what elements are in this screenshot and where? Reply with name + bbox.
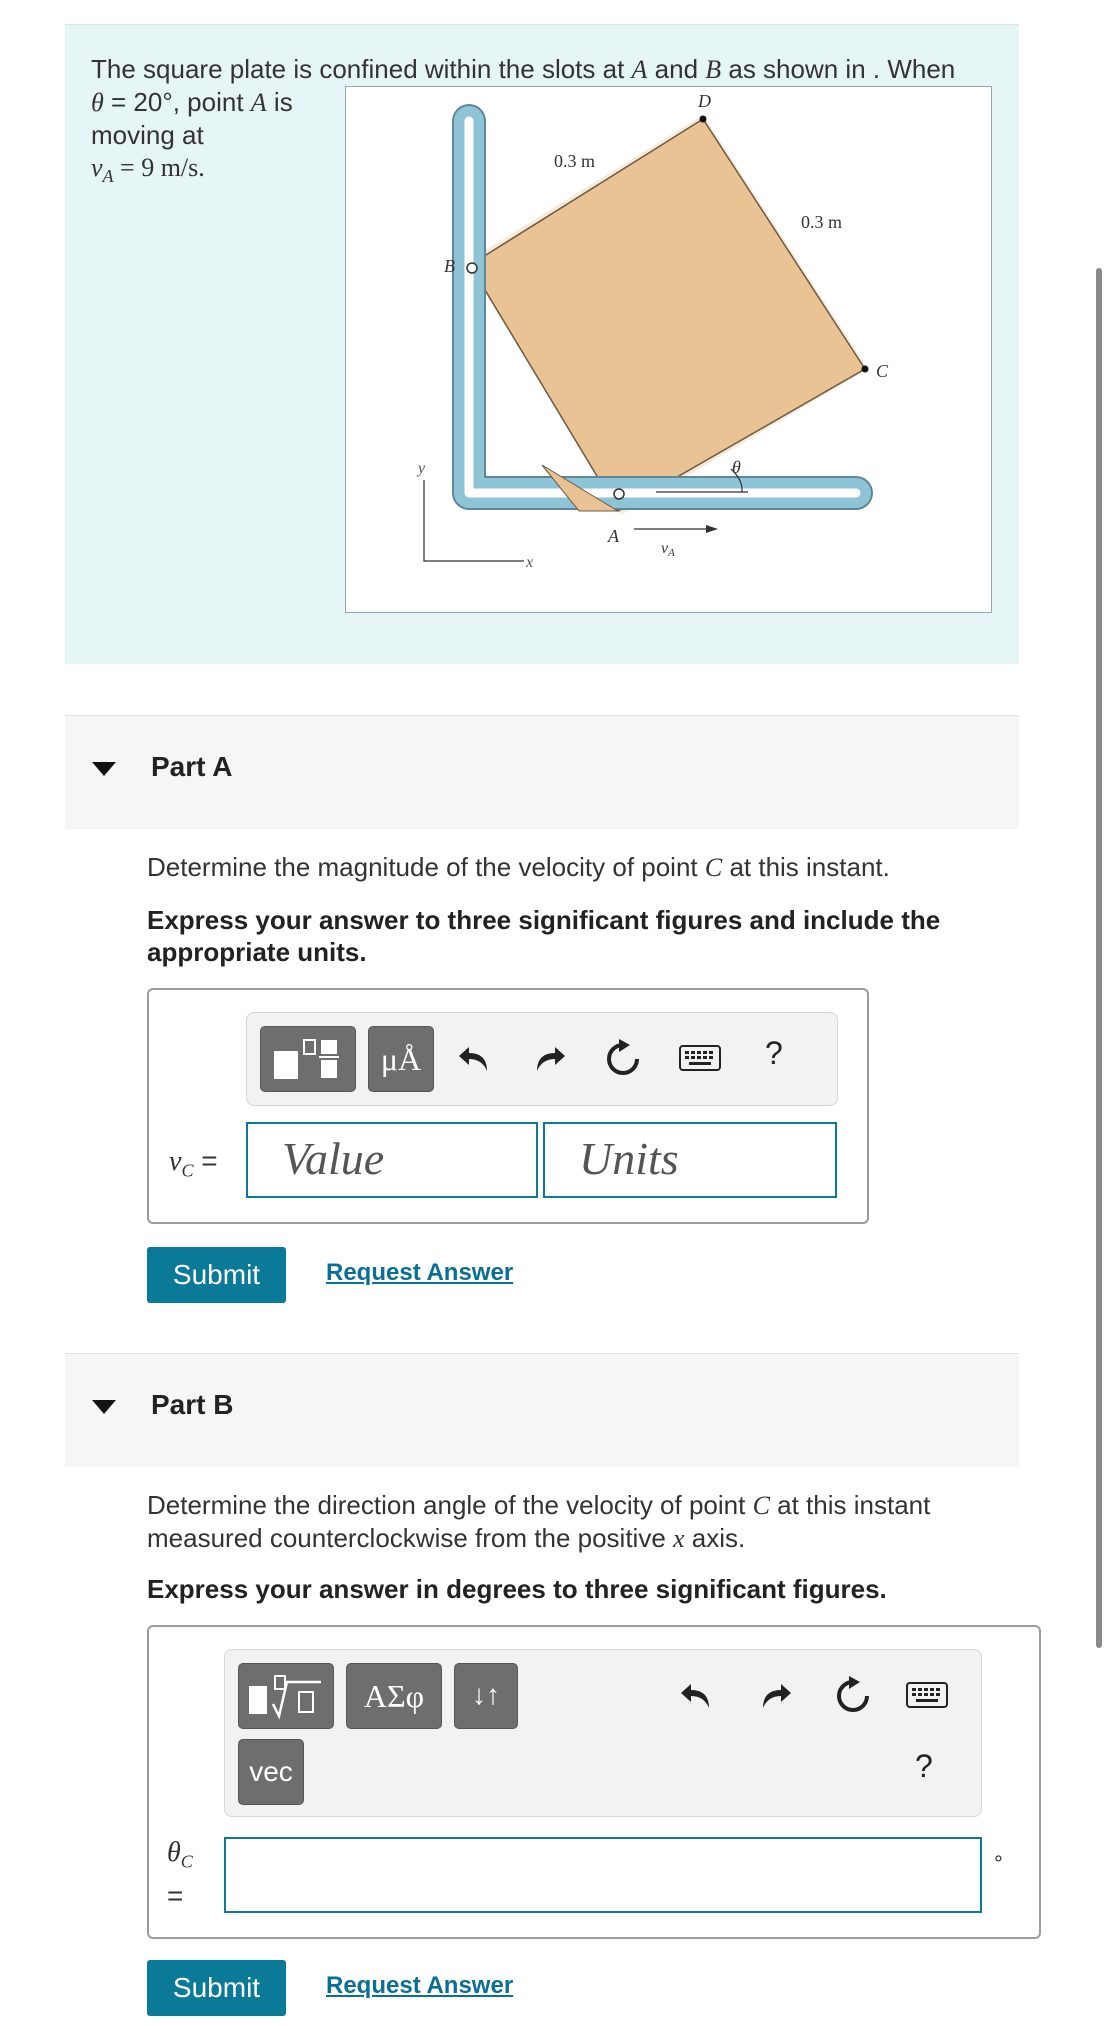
subscript-superscript-button[interactable]: ↓↑ — [454, 1663, 518, 1729]
plate-diagram — [346, 87, 993, 614]
label-va-symbol: v — [661, 540, 669, 557]
label-a: A — [608, 526, 619, 546]
reset-icon[interactable] — [603, 1039, 643, 1084]
reset-icon[interactable] — [833, 1676, 873, 1721]
part-b-answer-box — [147, 1625, 1041, 1939]
part-a-request-answer-link[interactable]: Request Answer — [326, 1259, 514, 1286]
undo-icon[interactable] — [455, 1039, 495, 1084]
keyboard-icon[interactable] — [679, 1045, 721, 1076]
theta-c-subscript: C — [180, 1851, 193, 1872]
redo-icon[interactable] — [529, 1039, 569, 1084]
axis-y-label: y — [418, 460, 426, 477]
value-input[interactable]: Value — [246, 1122, 538, 1198]
problem-text-part: , point — [172, 87, 251, 117]
templates-button[interactable] — [260, 1026, 356, 1092]
greek-symbols-button[interactable]: ΑΣφ — [346, 1663, 442, 1729]
problem-figure — [345, 86, 992, 613]
help-icon[interactable]: ? — [915, 1748, 933, 1784]
point-c — [862, 366, 869, 373]
va-value: = 9 m/s. — [113, 153, 205, 182]
question-text: measured counterclockwise from the positive — [147, 1523, 674, 1553]
part-b-answer-label — [167, 1835, 193, 1913]
question-text: Determine the magnitude of the velocity of point — [147, 852, 705, 882]
var-c: C — [752, 1491, 770, 1520]
part-a-header[interactable] — [65, 715, 1019, 829]
theta-symbol: θ — [91, 88, 104, 117]
label-va — [661, 540, 675, 559]
var-x: x — [673, 1524, 685, 1553]
part-b-toolbar — [224, 1649, 982, 1817]
label-d: D — [698, 91, 711, 111]
pin-b — [467, 263, 477, 273]
part-b-title: Part B — [151, 1389, 234, 1420]
keyboard-icon[interactable] — [906, 1682, 948, 1713]
part-b-request-answer-link[interactable]: Request Answer — [326, 1972, 514, 1999]
angle-input[interactable] — [224, 1837, 982, 1913]
problem-text-part: moving at — [91, 120, 204, 150]
scrollbar[interactable] — [1096, 268, 1102, 1648]
va-subscript: A — [102, 166, 114, 187]
equals-sign: = — [167, 1879, 184, 1911]
theta-c-symbol: θ — [167, 1837, 181, 1868]
help-icon[interactable]: ? — [765, 1035, 783, 1071]
label-va-sub: A — [668, 547, 675, 559]
degree-symbol: ° — [994, 1851, 1003, 1876]
caret-down-icon[interactable] — [92, 1400, 116, 1414]
axis-x-label: x — [526, 554, 534, 571]
vc-subscript: C — [181, 1160, 194, 1181]
label-b: B — [444, 256, 455, 276]
part-b-question — [147, 1489, 1007, 1555]
problem-text-part: The square plate is confined within the slots at — [91, 54, 632, 84]
square-plate — [470, 119, 865, 511]
var-a: A — [250, 88, 267, 117]
units-input[interactable]: Units — [543, 1122, 837, 1198]
var-a: A — [631, 55, 648, 84]
problem-text-part: is — [266, 87, 293, 117]
dim-right: 0.3 m — [801, 212, 843, 232]
question-text: Determine the direction angle of the velocity of point — [147, 1490, 753, 1520]
label-theta: θ — [732, 457, 741, 477]
problem-statement — [65, 24, 1019, 664]
redo-icon[interactable] — [755, 1676, 795, 1721]
vec-button[interactable]: vec — [238, 1739, 304, 1805]
part-a-title: Part A — [151, 751, 233, 782]
question-text: at this instant — [769, 1490, 931, 1520]
part-a-answer-box — [147, 988, 869, 1224]
caret-down-icon[interactable] — [92, 762, 116, 776]
fraction-template-icon — [261, 1027, 355, 1091]
part-b-submit-button[interactable]: Submit — [147, 1960, 286, 2016]
question-text: at this instant. — [722, 852, 890, 882]
label-c: C — [876, 361, 889, 381]
pin-a — [614, 489, 624, 499]
equals-sign: = — [193, 1145, 218, 1176]
part-a-answer-label — [169, 1145, 218, 1182]
var-b: B — [705, 55, 722, 84]
part-a-instruction: Express your answer to three significant figures and include the appropriate units. — [147, 905, 941, 967]
problem-text-part: as shown in . When — [721, 54, 956, 84]
va-arrow-head — [706, 525, 718, 533]
problem-text-part: and — [647, 54, 706, 84]
question-text: axis. — [684, 1523, 746, 1553]
sqrt-template-icon — [239, 1664, 333, 1728]
part-b-header[interactable] — [65, 1353, 1019, 1467]
templates-button[interactable] — [238, 1663, 334, 1729]
units-button[interactable]: μÅ — [368, 1026, 434, 1092]
var-c: C — [704, 853, 723, 882]
dim-top: 0.3 m — [554, 151, 596, 171]
va-symbol: v — [91, 153, 103, 182]
part-a-toolbar — [246, 1012, 838, 1106]
part-a-question — [147, 851, 890, 884]
undo-icon[interactable] — [677, 1676, 717, 1721]
point-d — [700, 116, 707, 123]
part-b-instruction: Express your answer in degrees to three significant figures. — [147, 1574, 887, 1604]
vc-symbol: v — [169, 1146, 182, 1177]
part-a-submit-button[interactable]: Submit — [147, 1247, 286, 1303]
theta-value: = 20° — [103, 87, 173, 117]
